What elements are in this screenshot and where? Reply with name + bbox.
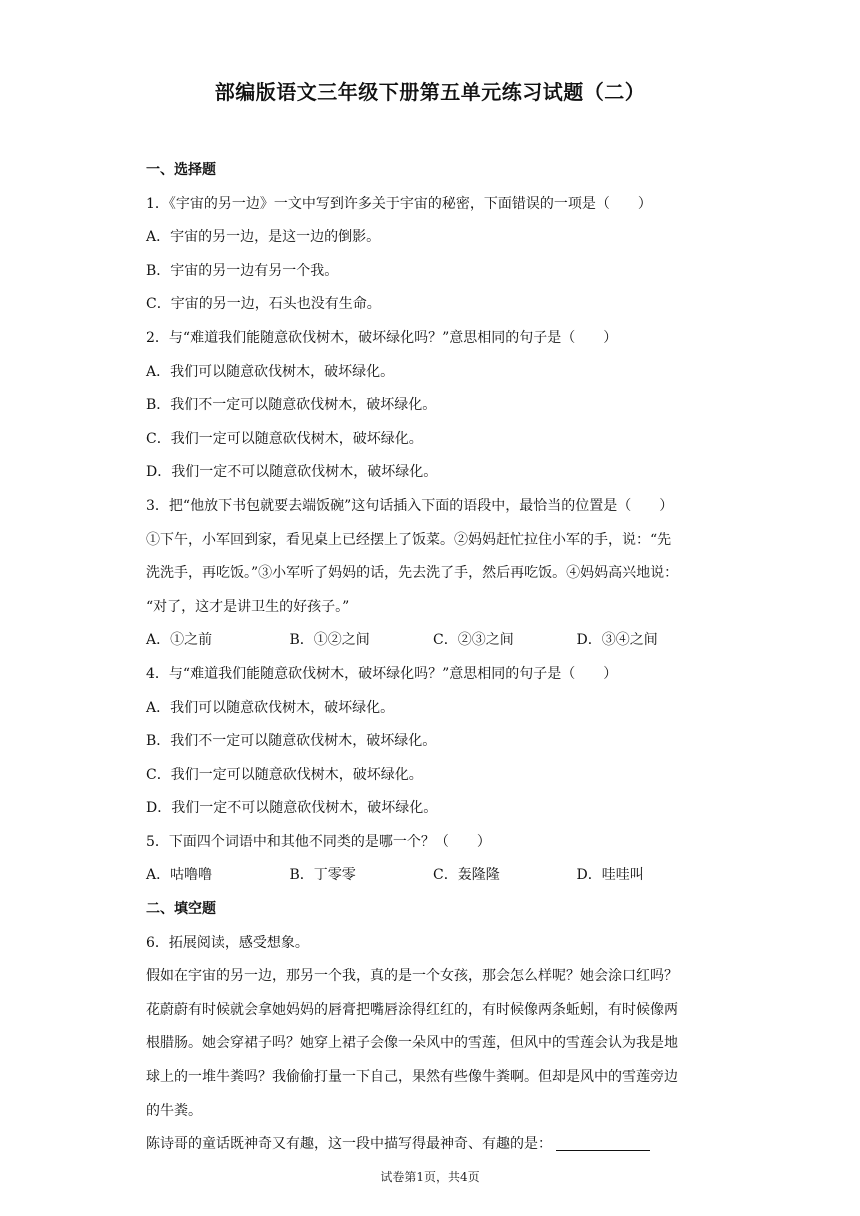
question-5-stem: 5．下面四个词语中和其他不同类的是哪一个？（ ）: [146, 833, 491, 850]
question-2-option-a: A．我们可以随意砍伐树木，破坏绿化。: [146, 363, 395, 380]
passage-line: 的牛粪。: [146, 1102, 202, 1119]
question-3-option-a: A．①之前: [146, 632, 213, 649]
question-2-option-d: D．我们一定不可以随意砍伐树木，破坏绿化。: [146, 464, 438, 481]
question-2-stem: 2．与“难道我们能随意砍伐树木，破坏绿化吗？”意思相同的句子是（ ）: [146, 329, 618, 346]
question-5-option-b: B．丁零零: [289, 867, 356, 884]
question-5-option-a: A．咕噜噜: [146, 867, 213, 884]
question-2-option-b: B．我们不一定可以随意砍伐树木，破坏绿化。: [146, 397, 437, 414]
question-3-option-c: C．②③之间: [433, 632, 514, 649]
question-4-option-a: A．我们可以随意砍伐树木，破坏绿化。: [146, 699, 395, 716]
passage-line: 根腊肠。她会穿裙子吗？她穿上裙子会像一朵风中的雪莲，但风中的雪莲会认为我是地: [146, 1035, 678, 1052]
passage-line: “对了，这才是讲卫生的好孩子。”: [146, 598, 350, 615]
question-4-option-b: B．我们不一定可以随意砍伐树木，破坏绿化。: [146, 733, 437, 750]
question-6-passage: [146, 960, 720, 1128]
question-3-stem: 3．把“他放下书包就要去端饭碗”这句话插入下面的语段中，最恰当的位置是（ ）: [146, 497, 674, 514]
question-5-option-c: C．轰隆隆: [433, 867, 500, 884]
question-6-prompt: 陈诗哥的童话既神奇又有趣，这一段中描写得最神奇、有趣的是：: [146, 1136, 552, 1153]
question-5-option-d: D．哇哇叫: [576, 867, 644, 884]
question-2-option-c: C．我们一定可以随意砍伐树木，破坏绿化。: [146, 430, 423, 447]
passage-line: ①下午，小军回到家，看见桌上已经摆上了饭菜。②妈妈赶忙拉住小军的手，说：“先: [146, 531, 672, 548]
question-5-options: [146, 859, 720, 893]
section-heading-choice: 一、选择题: [146, 162, 216, 178]
question-3-option-b: B．①②之间: [289, 632, 370, 649]
question-3-options: [146, 624, 720, 658]
question-4-option-c: C．我们一定可以随意砍伐树木，破坏绿化。: [146, 766, 423, 783]
question-4-option-d: D．我们一定不可以随意砍伐树木，破坏绿化。: [146, 800, 438, 817]
question-4-stem: 4．与“难道我们能随意砍伐树木，破坏绿化吗？”意思相同的句子是（ ）: [146, 665, 618, 682]
question-1-option-a: A．宇宙的另一边，是这一边的倒影。: [146, 229, 381, 246]
passage-line: 假如在宇宙的另一边，那另一个我，真的是一个女孩，那会怎么样呢？她会涂口红吗？: [146, 968, 678, 985]
question-3-option-d: D．③④之间: [576, 632, 658, 649]
question-1-option-b: B．宇宙的另一边有另一个我。: [146, 262, 339, 279]
question-1-option-c: C．宇宙的另一边，石头也没有生命。: [146, 296, 381, 313]
page-footer: 试卷第1页，共4页: [380, 1170, 480, 1184]
passage-line: 花蔚蔚有时候就会拿她妈妈的唇膏把嘴唇涂得红红的，有时候像两条蚯蚓，有时候像两: [146, 1001, 678, 1018]
passage-line: 球上的一堆牛粪吗？我偷偷打量一下自己，果然有些像牛粪啊。但却是风中的雪莲旁边: [146, 1069, 678, 1086]
exam-content: [146, 154, 720, 1162]
passage-line: 洗洗手，再吃饭。”③小军听了妈妈的话，先去洗了手，然后再吃饭。④妈妈高兴地说：: [146, 565, 679, 582]
question-1-stem: 1．《宇宙的另一边》一文中写到许多关于宇宙的秘密，下面错误的一项是（ ）: [146, 195, 652, 212]
exam-title: 部编版语文三年级下册第五单元练习试题（二）: [214, 80, 646, 104]
question-6-prompt-line: [146, 1128, 720, 1162]
answer-blank[interactable]: [556, 1134, 650, 1151]
question-6-stem: 6．拓展阅读，感受想象。: [146, 934, 309, 951]
question-3-passage: [146, 524, 720, 625]
section-heading-fill: 二、填空题: [146, 901, 216, 918]
